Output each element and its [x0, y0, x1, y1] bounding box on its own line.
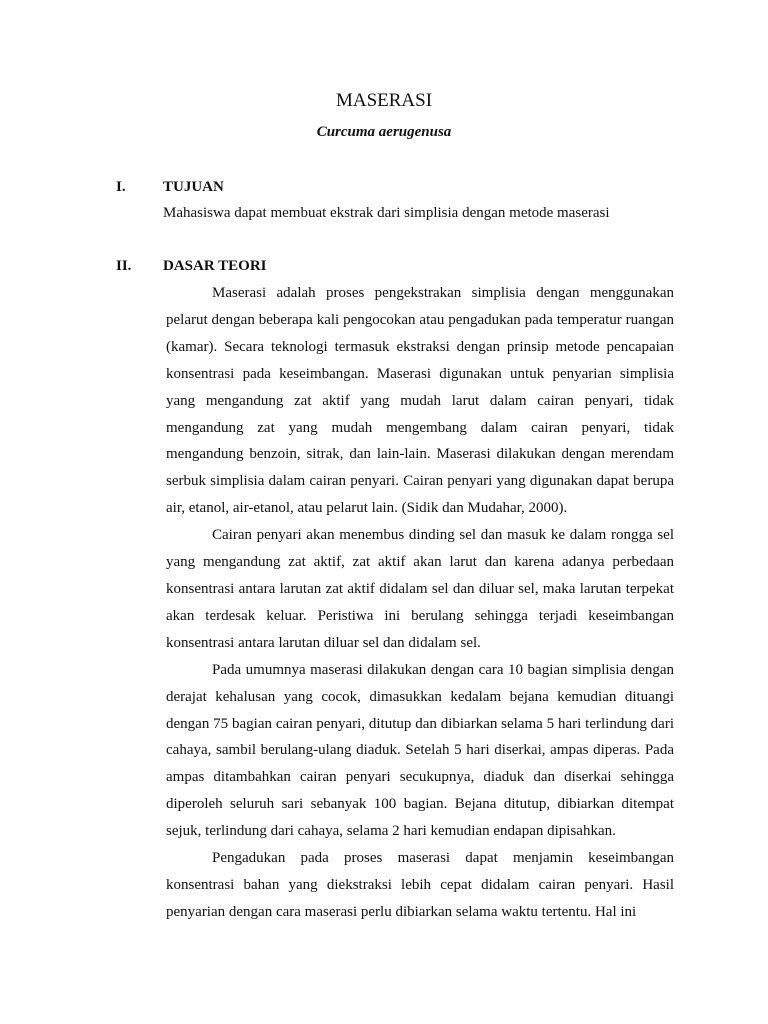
paragraph: Cairan penyari akan menembus dinding sel dan masuk ke dalam rongga sel yang mengandung zat aktif, zat aktif akan larut dan karena adanya perbedaan konsentrasi antara larutan zat aktif didalam sel dan diluar sel, maka larutan terpekat akan terdesak keluar. Peristiwa ini berulang sehingga terjadi keseimbangan konsentrasi antara larutan diluar sel dan didalam sel.	[166, 527, 674, 651]
section-1-text: Mahasiswa dapat membuat ekstrak dari simplisia dengan metode maserasi	[163, 205, 610, 221]
section-2-heading: DASAR TEORI	[163, 258, 267, 274]
paragraph: Maserasi adalah proses pengekstrakan simplisia dengan menggunakan pelarut dengan beberapa kali pengocokan atau pengadukan pada temperatur ruangan (kamar). Secara teknologi termasuk ekstraksi dengan prinsip metode pencapaian konsentrasi pada keseimbangan. Maserasi digunakan untuk penyarian simplisia yang mengandung zat aktif yang mudah larut dalam cairan penyari, tidak mengandung zat yang mudah mengembang dalam cairan penyari, tidak mengandung benzoin, sitrak, dan lain-lain. Maserasi dilakukan dengan merendam serbuk simplisia dalam cairan penyari. Cairan penyari yang digunakan dapat berupa air, etanol, air-etanol, atau pelarut lain. (Sidik dan Mudahar, 2000).	[166, 285, 674, 517]
paragraph: Pengadukan pada proses maserasi dapat menjamin keseimbangan konsentrasi bahan yang diekstraksi lebih cepat didalam cairan penyari. Hasil penyarian dengan cara maserasi perlu dibiarkan selama waktu tertentu. Hal ini	[166, 850, 674, 920]
section-1-heading: TUJUAN	[163, 179, 224, 195]
section-2-body	[166, 280, 674, 926]
section-1-number: I.	[116, 179, 126, 195]
section-2-number: II.	[116, 258, 132, 274]
paragraph: Pada umumnya maserasi dilakukan dengan cara 10 bagian simplisia dengan derajat kehalusan yang cocok, dimasukkan kedalam bejana kemudian dituangi dengan 75 bagian cairan penyari, ditutup dan dibiarkan selama 5 hari terlindung dari cahaya, sambil berulang-ulang diaduk. Setelah 5 hari diserkai, ampas diperas. Pada ampas ditambahkan cairan penyari secukupnya, diaduk dan diserkai sehingga diperoleh seluruh sari sebanyak 100 bagian. Bejana ditutup, dibiarkan ditempat sejuk, terlindung dari cahaya, selama 2 hari kemudian endapan dipisahkan.	[166, 661, 674, 840]
document-subtitle: Curcuma aerugenusa	[316, 124, 452, 140]
document-title: MASERASI	[335, 90, 433, 111]
